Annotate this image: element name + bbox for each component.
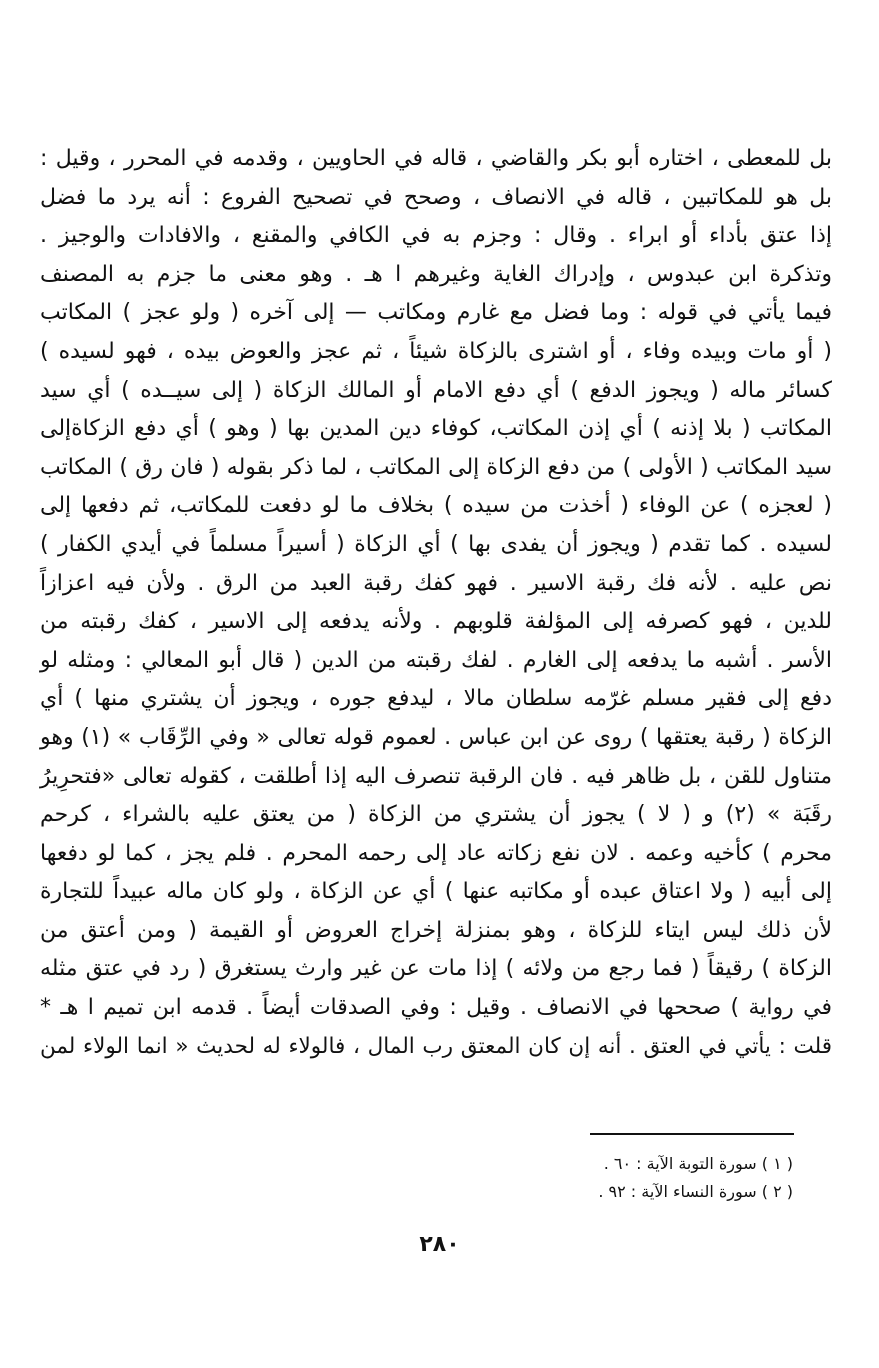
footnote-divider (590, 1133, 794, 1135)
text-line: نص عليه . لأنه فك رقبة الاسير . فهو كفك رقبة العبد من الرق . ولأن فيه اعزازاً (40, 570, 832, 596)
text-line: بل للمعطى ، اختاره أبو بكر والقاضي ، قاله في الحاويين ، وقدمه في المحرر ، وقيل : (40, 146, 832, 171)
text-line: محرم ) كأخيه وعمه . لان نفع زكاته عاد إلى رحمه المحرم . فلم يجز ، كما لو دفعها (40, 840, 832, 866)
text-line: الزكاة ( رقبة يعتقها ) روى عن ابن عباس . لعموم قوله تعالى « وفي الرِّقَاب » (١) وهو (40, 724, 832, 750)
text-line: قلت : يأتي في العتق . أنه إن كان المعتق رب المال ، فالولاء له لحديث « انما الولاء لمن (40, 1033, 832, 1059)
text-line: لأن ذلك ليس ايتاء للزكاة ، وهو بمنزلة إخراج العروض أو القيمة ( ومن أعتق من (40, 917, 832, 943)
text-line: سيد المكاتب ( الأولى ) من دفع الزكاة إلى المكاتب ، لما ذكر بقوله ( فان رق ) المكاتب (40, 454, 832, 480)
text-line: وتذكرة ابن عبدوس ، وإدراك الغاية وغيرهم ا هـ . وهو معنى ما جزم به المصنف (40, 261, 832, 287)
page-number: ٢٨٠ (419, 1232, 460, 1257)
text-line: دفع إلى فقير مسلم غرّمه سلطان مالا ، ليدفع جوره ، ويجوز أن يشتري منها ) أي (40, 686, 832, 712)
text-line: كسائر ماله ( ويجوز الدفع ) أي دفع الامام أو المالك الزكاة ( إلى سيــده ) أي سيد (40, 377, 832, 403)
text-line: ( أو مات وبيده وفاء ، أو اشترى بالزكاة شيئاً ، ثم عجز والعوض بيده ، فهو لسيده ) (40, 338, 832, 364)
text-line: إلى أبيه ( ولا اعتاق عبده أو مكاتبه عنها ) أي عن الزكاة ، ولو كان ماله عبيداً للتجارة (40, 879, 832, 905)
text-line: ( لعجزه ) عن الوفاء ( أخذت من سيده ) بخلاف ما لو دفعت للمكاتب، ثم دفعها إلى (40, 493, 832, 519)
body-text (40, 140, 832, 1066)
text-line: إذا عتق بأداء أو ابراء . وقال : وجزم به في الكافي والمقنع ، والافادات والوجيز . (40, 223, 832, 249)
text-line: المكاتب ( بلا إذنه ) أي إذن المكاتب، كوفاء دين المدين بها ( وهو ) أي دفع الزكاةإلى (40, 416, 832, 442)
footnote-1: ( ١ ) سورة التوبة الآية : ٦٠ . (603, 1154, 793, 1173)
text-line: متناول للقن ، بل ظاهر فيه . فان الرقبة تنصرف اليه إذا أطلقت ، كقوله تعالى «فتحرِيرُ (40, 763, 832, 789)
text-line: الأسر . أشبه ما يدفعه إلى الغارم . لفك رقبته من الدين ( قال أبو المعالي : ومثله لو (40, 647, 832, 673)
text-line: لسيده . كما تقدم ( ويجوز أن يفدى بها ) أي الزكاة ( أسيراً مسلماً في أيدي الكفار ) (40, 531, 832, 557)
text-line: فيما يأتي في قوله : وما فضل مع غارم ومكاتب — إلى آخره ( ولو عجز ) المكاتب (40, 300, 832, 326)
text-line: بل هو للمكاتبين ، قاله في الانصاف ، وصحح في تصحيح الفروع : أنه يرد ما فضل (40, 184, 832, 210)
footnote-2: ( ٢ ) سورة النساء الآية : ٩٢ . (598, 1182, 793, 1201)
text-line: الزكاة ) رقيقاً ( فما رجع من ولائه ) إذا مات عن غير وارث يستغرق ( رد في عتق مثله (40, 956, 832, 982)
text-line: رقَبَة » (٢) و ( لا ) يجوز أن يشتري من الزكاة ( من يعتق عليه بالشراء ، كرحم (40, 802, 832, 828)
text-line: في رواية ) صححها في الانصاف . وقيل : وفي الصدقات أيضاً . قدمه ابن تميم ا هـ * (40, 995, 832, 1021)
footnotes (300, 1150, 793, 1206)
text-line: للدين ، فهو كصرفه إلى المؤلفة قلوبهم . ولأنه يدفعه إلى الاسير ، كفك رقبته من (40, 609, 832, 635)
